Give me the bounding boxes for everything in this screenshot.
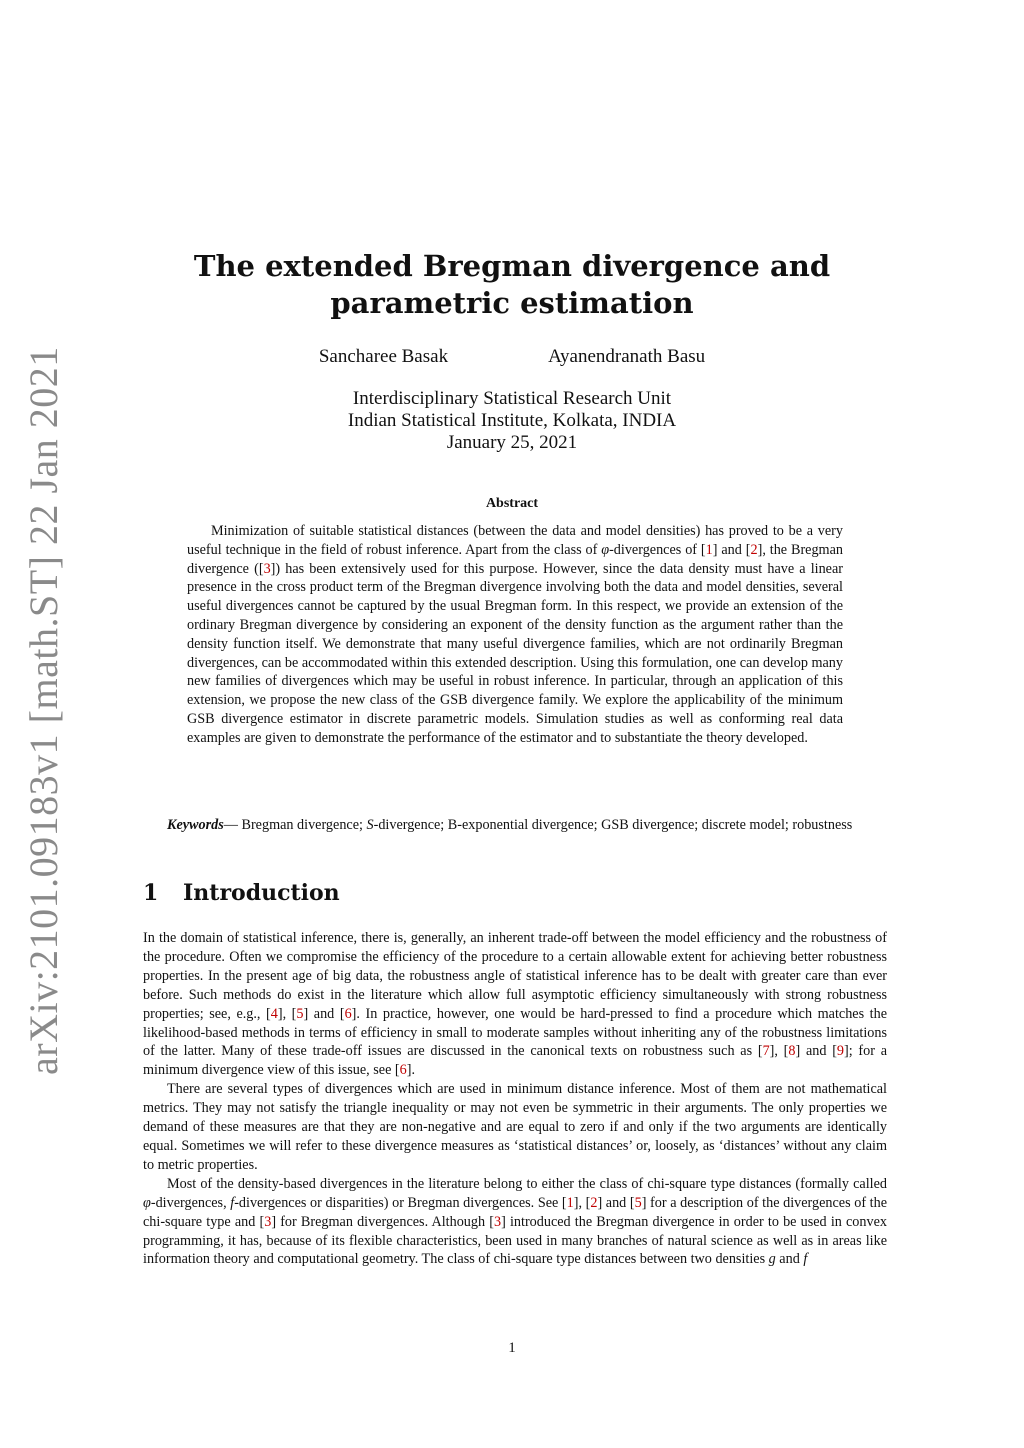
affiliation-block [0, 388, 1024, 454]
citation-link[interactable]: 4 [270, 1005, 278, 1022]
citation-link[interactable]: 1 [705, 541, 713, 558]
author-list [0, 346, 1024, 368]
author-name: Ayanendranath Basu [548, 346, 706, 367]
citation-link[interactable]: 1 [566, 1194, 574, 1211]
section-heading [143, 880, 340, 906]
paragraph: In the domain of statistical inference, there is, generally, an inherent trade-off between the model efficiency and the robustness of the procedure. Often we compromise the efficiency of the procedure to a certain allowable extent for achieving better robustness properties. In the present age of big data, the robustness angle of statistical inference has to be dealt with greater care than ever before. Such methods do exist in the literature which allow full asymptotic efficiency simultaneously with strong robustness properties; see, e.g., [4], [5] and [6]. In practice, however, one would be hard-pressed to find a procedure which matches the likelihood-based methods in terms of efficiency in small to moderate samples without inheriting any of the robustness limitations of the latter. Many of these trade-off issues are discussed in the canonical texts on robustness such as [7], [8] and [9]; for a minimum divergence view of this issue, see [6]. [143, 930, 888, 1079]
keywords-label: Keywords [167, 817, 224, 833]
paragraph: There are several types of divergences which are used in minimum distance inference. Most of them are not mathematical metrics. They may not satisfy the triangle inequality or may not even be symmetric in their arguments. The only properties we demand of these measures are that they are non-negative and are equal to zero if and only if the two arguments are identically equal. Sometimes we will refer to these divergence measures as ‘statistical distances’ or, loosely, as ‘distances’ without any claim to metric properties. [143, 1081, 887, 1173]
citation-link[interactable]: 6 [399, 1062, 407, 1079]
citation-link[interactable]: 3 [493, 1213, 502, 1230]
citation-link[interactable]: 2 [750, 541, 758, 558]
citation-link[interactable]: 8 [788, 1043, 796, 1060]
affiliation-line: Indian Statistical Institute, Kolkata, INDIA [347, 410, 677, 431]
arxiv-identifier-stamp: arXiv:2101.09183v1 [math.ST] 22 Jan 2021 [21, 346, 66, 1075]
abstract-text: Minimization of suitable statistical distances (between the data and model densities) has proved to be a very useful technique in the field of robust inference. Apart from the class of φ-divergences of [1] and [2], the Bregman divergence ([3]) has been extensively used for this purpose. However, since the data density must have a linear presence in the cross product term of the Bregman divergence involving both the data and model densities, several useful divergences cannot be captured by the usual Bregman form. In this respect, we provide an extension of the ordinary Bregman divergence by considering an exponent of the density function as the argument rather than the density function itself. We demonstrate that many useful divergence families, which are not ordinarily Bregman divergences, can be accommodated within this extended description. Using this formulation, one can develop many new families of divergences which may be useful in robust inference. In particular, through an application of this extension, we propose the new class of the GSB divergence family. We explore the applicability of the minimum GSB divergence estimator in discrete parametric models. Simulation studies as well as conforming real data examples are given to demonstrate the performance of the estimator and to substantiate the theory developed. [187, 523, 843, 746]
author-name: Sancharee Basak [318, 346, 449, 367]
citation-link[interactable]: 3 [263, 560, 271, 577]
page-number: 1 [508, 1340, 516, 1356]
citation-link[interactable]: 5 [634, 1194, 642, 1211]
paper-title: The extended Bregman divergence and parametric estimation [193, 249, 831, 320]
paper-date: January 25, 2021 [446, 432, 578, 453]
paragraph: Most of the density-based divergences in the literature belong to either the class of chi-square type distances (formally called φ-divergences, f-divergences or disparities) or Bregman divergences. See [1], [2] and [5] for a description of the divergences of the chi-square type and [3] for Bregman divergences. Although [3] introduced the Bregman divergence in order to be used in convex programming, it has, because of its flexible characteristics, been used in many branches of natural science as well as in areas like information theory and computational geometry. The class of chi-square type distances between two densities g and f [143, 1175, 887, 1268]
citation-link[interactable]: 5 [296, 1005, 304, 1022]
keywords-line: Keywords— Bregman divergence; S-divergence; B-exponential divergence; GSB divergence; discrete model; robustness [167, 817, 853, 833]
introduction-body [143, 929, 887, 1269]
section-title: Introduction [183, 880, 340, 906]
citation-link[interactable]: 7 [762, 1043, 770, 1060]
section-number: 1 [143, 880, 159, 906]
affiliation-line: Interdisciplinary Statistical Research Unit [352, 388, 672, 409]
citation-link[interactable]: 6 [344, 1005, 352, 1022]
citation-link[interactable]: 9 [836, 1043, 845, 1060]
citation-link[interactable]: 2 [590, 1194, 598, 1211]
abstract-heading: Abstract [485, 496, 539, 511]
citation-link[interactable]: 3 [264, 1213, 272, 1230]
